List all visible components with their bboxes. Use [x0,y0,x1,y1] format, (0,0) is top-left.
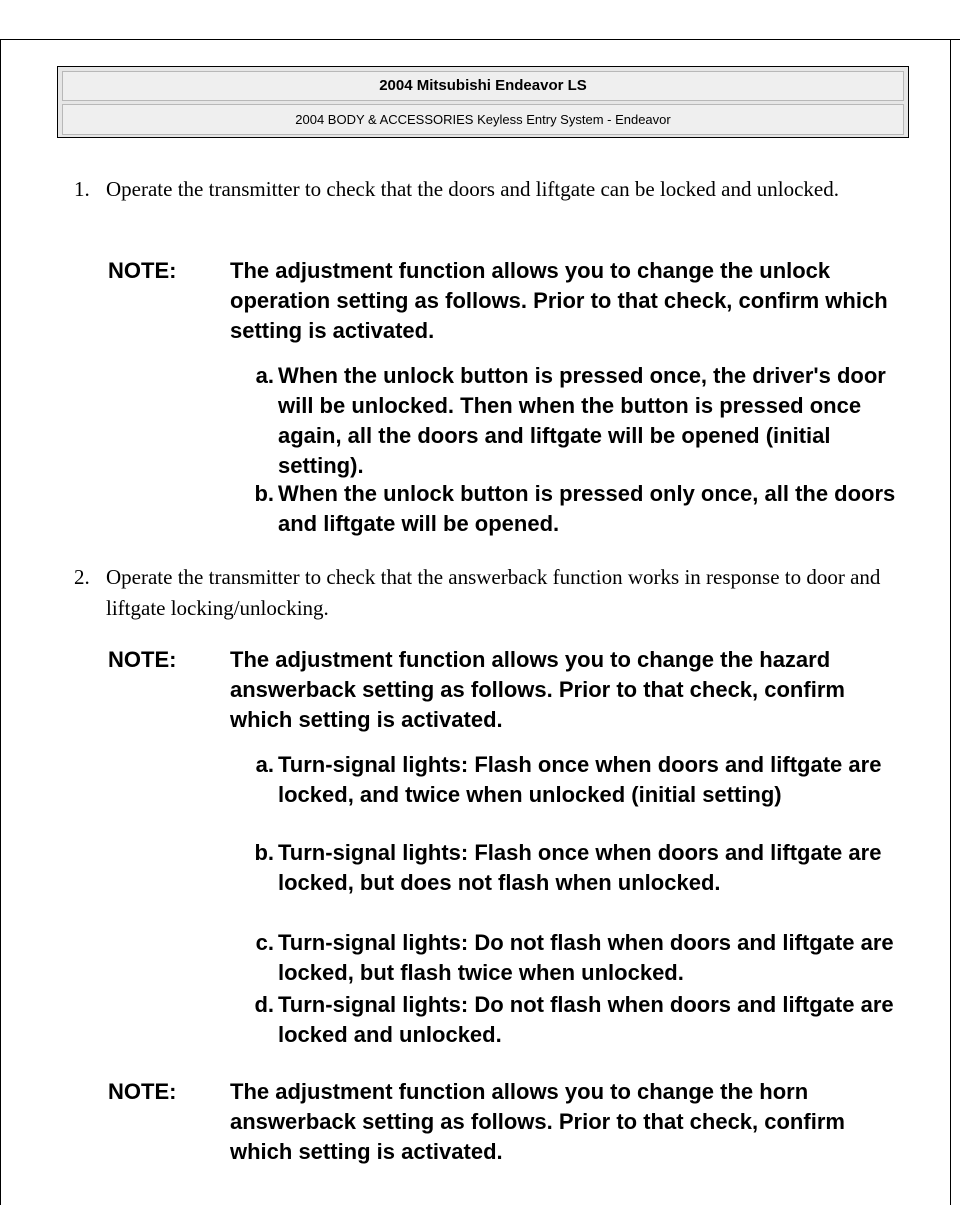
option-letter: b. [254,840,274,865]
note-label: NOTE: [108,258,177,283]
note-block [108,645,898,735]
step-number: 2. [74,565,90,589]
option-text: Turn-signal lights: Flash once when doors and liftgate are locked, but does not flash when unlocked. [278,840,882,895]
note-block [108,1077,898,1167]
page-border-top [0,39,960,40]
option-letter: a. [255,363,274,388]
option-letter: a. [255,752,274,777]
step-text: Operate the transmitter to check that the answerback function works in response to door and liftgate locking/unlocking. [106,565,881,620]
document-title: 2004 Mitsubishi Endeavor LS [62,71,904,101]
step-text: Operate the transmitter to check that the doors and liftgate can be locked and unlocked. [106,177,839,201]
note-label: NOTE: [108,647,177,672]
page-border-left [0,39,1,1205]
note-block [108,256,898,346]
note-option [240,361,900,481]
note-text: The adjustment function allows you to change the unlock operation setting as follows. Prior to that check, confirm which setting is activated. [230,258,888,343]
document-subtitle: 2004 BODY & ACCESSORIES Keyless Entry System - Endeavor [62,104,904,135]
page-border-right [950,39,951,1205]
option-text: When the unlock button is pressed only once, all the doors and liftgate will be opened. [278,481,896,536]
note-option [240,928,900,988]
option-letter: d. [254,992,274,1017]
option-letter: b. [254,481,274,506]
note-text: The adjustment function allows you to change the hazard answerback setting as follows. Prior to that check, confirm which setting is activated. [230,647,845,732]
option-text: When the unlock button is pressed once, the driver's door will be unlocked. Then when the button is pressed once again, all the doors and liftgate will be opened (initial setting). [278,363,886,478]
option-text: Turn-signal lights: Do not flash when doors and liftgate are locked and unlocked. [278,992,894,1047]
option-text: Turn-signal lights: Flash once when doors and liftgate are locked, and twice when unlocked (initial setting) [278,752,882,807]
note-text: The adjustment function allows you to change the horn answerback setting as follows. Prior to that check, confirm which setting is activated. [230,1079,845,1164]
option-letter: c. [255,930,274,955]
step-number: 1. [74,177,90,201]
option-text: Turn-signal lights: Do not flash when doors and liftgate are locked, but flash twice when unlocked. [278,930,894,985]
step-item [74,562,894,624]
step-item [74,174,894,205]
note-option [240,990,900,1050]
note-option [240,479,900,539]
note-label: NOTE: [108,1079,177,1104]
document-header [57,66,909,138]
note-option [240,750,900,810]
note-option [240,838,900,898]
